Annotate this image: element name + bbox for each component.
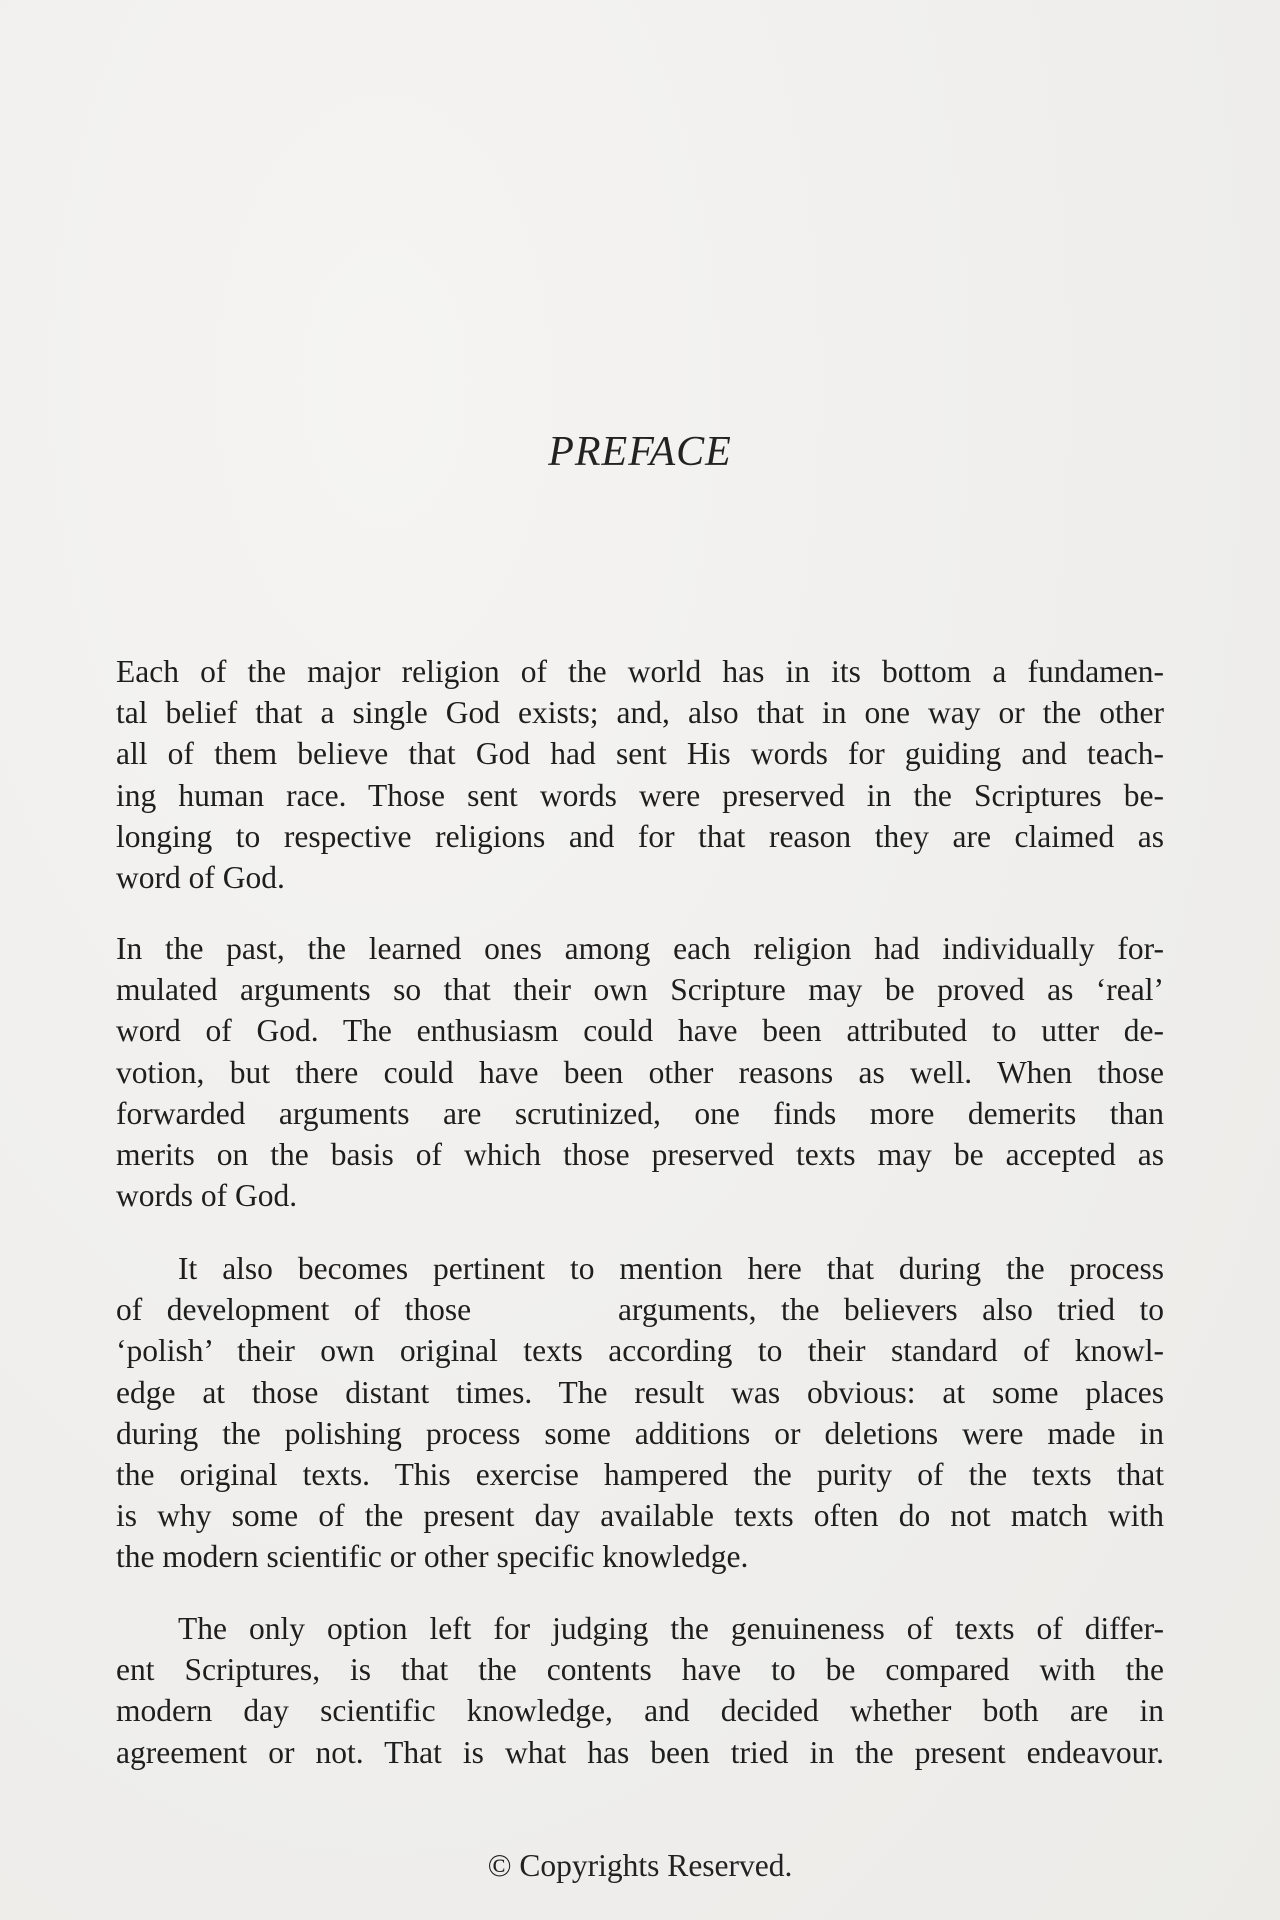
text-line: ent Scriptures, is that the contents have to be compared with the bbox=[116, 1652, 1164, 1688]
text-line: during the polishing process some additions or deletions were made in bbox=[116, 1415, 1164, 1451]
paragraph-2 bbox=[116, 928, 1164, 1216]
text-line: word of God. The enthusiasm could have been attributed to utter de- bbox=[116, 1013, 1164, 1049]
text-line: word of God. bbox=[116, 859, 285, 895]
paragraph-3 bbox=[116, 1248, 1164, 1578]
text-line: all of them believe that God had sent His words for guiding and teach- bbox=[116, 736, 1164, 772]
text-line: votion, but there could have been other reasons as well. When those bbox=[116, 1054, 1164, 1090]
text-line: It also becomes pertinent to mention here that during the process bbox=[178, 1251, 1164, 1286]
text-line: is why some of the present day available texts often do not match with bbox=[116, 1498, 1164, 1534]
text-line: merits on the basis of which those preserved texts may be accepted as bbox=[116, 1136, 1164, 1172]
text-line: edge at those distant times. The result was obvious: at some places bbox=[116, 1374, 1164, 1410]
paragraph-4 bbox=[116, 1608, 1164, 1773]
text-line: In the past, the learned ones among each religion had individually for- bbox=[116, 931, 1164, 966]
text-line: The only option left for judging the genuineness of texts of differ- bbox=[178, 1611, 1164, 1646]
text-line: ‘polish’ their own original texts according to their standard of knowl- bbox=[116, 1333, 1164, 1369]
text-line: mulated arguments so that their own Scripture may be proved as ‘real’ bbox=[116, 972, 1164, 1008]
text-line: agreement or not. That is what has been tried in the present endeavour. bbox=[116, 1734, 1164, 1770]
text-line: longing to respective religions and for that reason they are claimed as bbox=[116, 818, 1164, 854]
paragraph-1 bbox=[116, 651, 1164, 898]
text-line: of development of those arguments, the believers also tried to bbox=[116, 1292, 1164, 1328]
text-line: Each of the major religion of the world has in its bottom a fundamen- bbox=[116, 654, 1164, 689]
page-title: PREFACE bbox=[548, 429, 732, 475]
text-line: words of God. bbox=[116, 1178, 298, 1214]
text-line: ing human race. Those sent words were preserved in the Scriptures be- bbox=[116, 777, 1164, 813]
copyright-notice: © Copyrights Reserved. bbox=[487, 1848, 793, 1883]
text-line: forwarded arguments are scrutinized, one finds more demerits than bbox=[116, 1095, 1164, 1131]
text-line: the original texts. This exercise hampered the purity of the texts that bbox=[116, 1456, 1164, 1492]
text-line: the modern scientific or other specific knowledge. bbox=[116, 1539, 749, 1575]
text-line: tal belief that a single God exists; and, also that in one way or the other bbox=[116, 695, 1164, 731]
text-line: modern day scientific knowledge, and decided whether both are in bbox=[116, 1693, 1164, 1729]
